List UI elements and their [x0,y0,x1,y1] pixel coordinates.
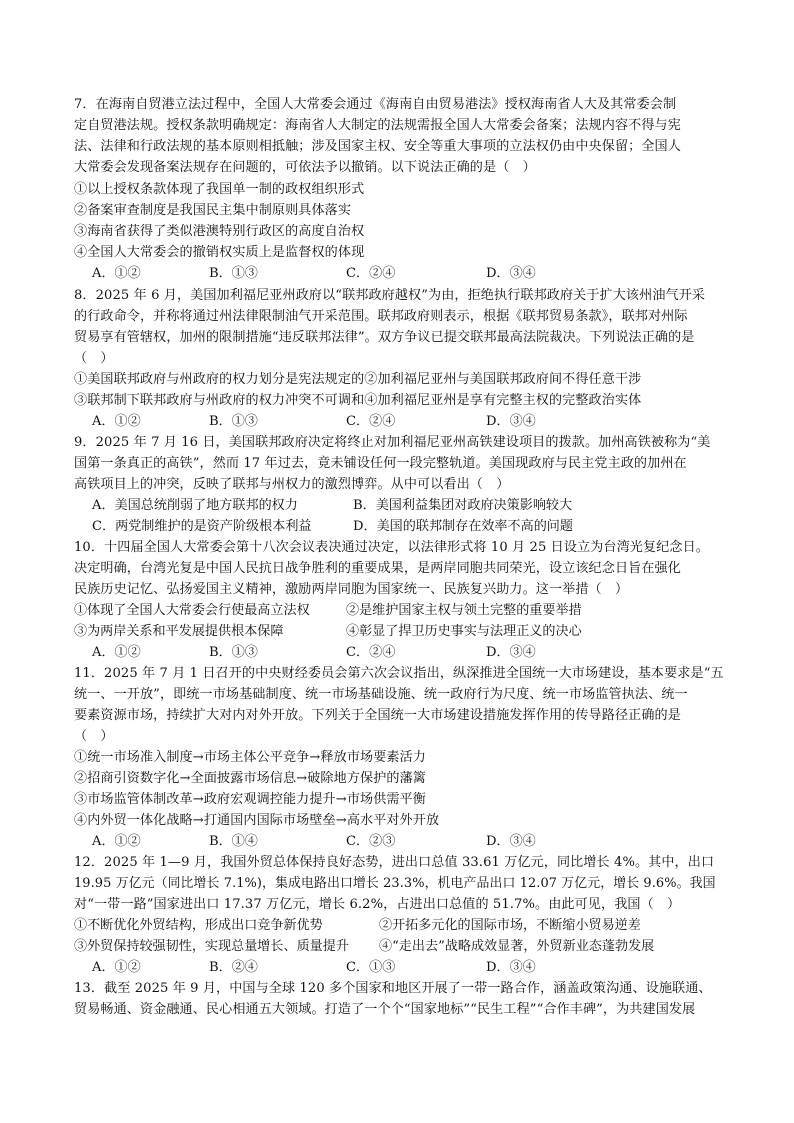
question-8-option-c: C．②④ [346,414,396,429]
question-10-text: 民族历史记忆、弘扬爱国主义精神，激励两岸同胞为国家统一、民族复兴助力。这一举措（ ） [74,582,629,597]
question-11-text: （ ） [74,729,114,744]
question-11-text: 统一、一开放”，即统一市场基础制度、统一市场基础设施、统一政府行为尺度、统一市场监管执法、统一 [74,687,688,702]
question-9-text: 国第一条真正的高铁”，然而 17 年过去，竟未铺设任何一段完整轨道。美国现政府与民主党主政的加州在 [74,456,687,471]
question-12-option-d: D．③④ [486,960,536,975]
question-8-text: 贸易享有管辖权，加州的限制措施“违反联邦法律”。双方争议已提交联邦最高法院裁决。下列说法正确的是 [74,330,695,345]
question-12-statement: ④“走出去”战略成效显著，外贸新业态蓬勃发展 [379,939,655,954]
question-12-text: 19.95 万亿元（同比增长 7.1%)，集成电路出口增长 23.3%，机电产品出口 12.07 万亿元，增长 9.6%。我国 [74,876,716,891]
question-12-option-c: C．①③ [346,960,396,975]
question-9-option-a: A．美国总统削弱了地方联邦的权力 [92,498,298,513]
question-12-statement: ③外贸保持较强韧性，实现总量增长、质量提升 [74,939,349,954]
question-9-option-c: C．两党制维护的是资产阶级根本利益 [92,519,312,534]
question-10-statement: ②是维护国家主权与领土完整的重要举措 [346,603,582,618]
question-12-text: 对“一带一路”国家进出口 17.37 万亿元，增长 6.2%，占进出口总值的 51.7%。由此可见，我国（ ） [74,897,681,912]
question-12-statement: ②开拓多元化的国际市场，不断缩小贸易逆差 [379,918,641,933]
question-8-statement: ①美国联邦政府与州政府的权力划分是宪法规定的②加利福尼亚州与美国联邦政府间不得任意干涉 [74,372,642,387]
question-8-option-b: B．①③ [209,414,258,429]
question-7-text: 定自贸港法规。授权条款明确规定：海南省人大制定的法规需报全国人大常委会备案；法规内容不得与宪 [74,118,681,133]
question-7-option-b: B．①③ [209,266,258,281]
question-8-option-a: A．①② [92,414,141,429]
question-10-statement: ③为两岸关系和平发展提供根本保障 [74,624,284,639]
question-8-text: （ ） [74,351,114,366]
question-9-option-b: B．美国利益集团对政府决策影响较大 [353,498,573,513]
question-7-statement: ①以上授权条款体现了我国单一制的政权组织形式 [74,182,365,197]
question-9-text: 9．2025 年 7 月 16 日，美国联邦政府决定将终止对加利福尼亚州高铁建设项目的拨款。加州高铁被称为“美 [74,435,711,450]
question-8-statement: ③联邦制下联邦政府与州政府的权力冲突不可调和④加利福尼亚州是享有完整主权的完整政治实体 [74,393,642,408]
question-9-text: 高铁项目上的冲突，反映了联邦与州权力的激烈博弈。从中可以看出（ ） [74,477,510,492]
question-12-statement: ①不断优化外贸结构，形成出口竞争新优势 [74,918,323,933]
question-7-option-c: C．②④ [346,266,396,281]
question-7-statement: ④全国人大常委会的撤销权实质上是监督权的体现 [74,245,365,260]
question-10-option-b: B．①③ [209,645,258,660]
question-11-statement: ②招商引资数字化→全面披露市场信息→破除地方保护的藩篱 [74,771,426,786]
question-11-statement: ④内外贸一体化战略→打通国内国际市场壁垒→高水平对外开放 [74,813,440,828]
question-7-statement: ③海南省获得了类似港澳特别行政区的高度自治权 [74,224,365,239]
question-12-text: 12．2025 年 1—9 月，我国外贸总体保持良好态势，进出口总值 33.61 万亿元，同比增长 4%。其中，出口 [74,855,715,870]
question-10-option-a: A．①② [92,645,141,660]
question-7-text: 大常委会发现备案法规存在问题的，可依法予以撤销。以下说法正确的是（ ） [74,160,536,175]
question-9-option-d: D．美国的联邦制存在效率不高的问题 [353,519,573,534]
question-8-text: 8．2025 年 6 月，美国加利福尼亚州政府以“联邦政府越权”为由，拒绝执行联邦政府关于扩大该州油气开采 [74,288,706,303]
question-10-statement: ①体现了全国人大常委会行使最高立法权 [74,603,310,618]
question-10-text: 10．十四届全国人大常委会第十八次会议表决通过决定，以法律形式将 10 月 25 日设立为台湾光复纪念日。 [74,540,709,555]
question-7-statement: ②备案审查制度是我国民主集中制原则具体落实 [74,203,352,218]
question-11-statement: ①统一市场准入制度→市场主体公平竞争→释放市场要素活力 [74,750,426,765]
question-10-statement: ④彰显了捍卫历史事实与法理正义的决心 [346,624,582,639]
question-8-text: 的行政命令，并称将通过州法律限制油气开采范围。联邦政府则表示，根据《联邦贸易条款》，联邦对州际 [74,309,688,324]
question-11-text: 要素资源市场，持续扩大对内对外开放。下列关于全国统一大市场建设措施发挥作用的传导路径正确的是 [74,708,681,723]
question-7-option-a: A．①② [92,266,141,281]
question-7-text: 法、法律和行政法规的基本原则相抵触；涉及国家主权、安全等重大事项的立法权仍由中央保留；全国人 [74,139,681,154]
question-7-text: 7．在海南自贸港立法过程中，全国人大常委会通过《海南自由贸易港法》授权海南省人大及其常委会制 [74,97,677,112]
question-11-option-b: B．①④ [209,834,258,849]
question-13-text: 贸易畅通、资金融通、民心相通五大领域。打造了一个个“国家地标”“民生工程”“合作丰碑”，为共建国发展 [74,1002,696,1017]
question-10-option-d: D．③④ [486,645,536,660]
question-11-option-a: A．①② [92,834,141,849]
question-11-text: 11．2025 年 7 月 1 日召开的中央财经委员会第六次会议指出，纵深推进全国统一大市场建设，基本要求是“五 [74,666,724,681]
question-13-text: 13．截至 2025 年 9 月，中国与全球 120 多个国家和地区开展了一带一路合作，涵盖政策沟通、设施联通、 [74,981,712,996]
question-12-option-a: A．①② [92,960,141,975]
question-7-option-d: D．③④ [486,266,536,281]
question-10-option-c: C．②④ [346,645,396,660]
question-11-statement: ③市场监管体制改革→政府宏观调控能力提升→市场供需平衡 [74,792,426,807]
question-8-option-d: D．③④ [486,414,536,429]
question-12-option-b: B．②④ [209,960,258,975]
question-10-text: 决定明确，台湾光复是中国人民抗日战争胜利的重要成果，是两岸同胞共同荣光，设立该纪念日旨在强化 [74,561,681,576]
question-11-option-d: D．③④ [486,834,536,849]
question-11-option-c: C．②③ [346,834,396,849]
